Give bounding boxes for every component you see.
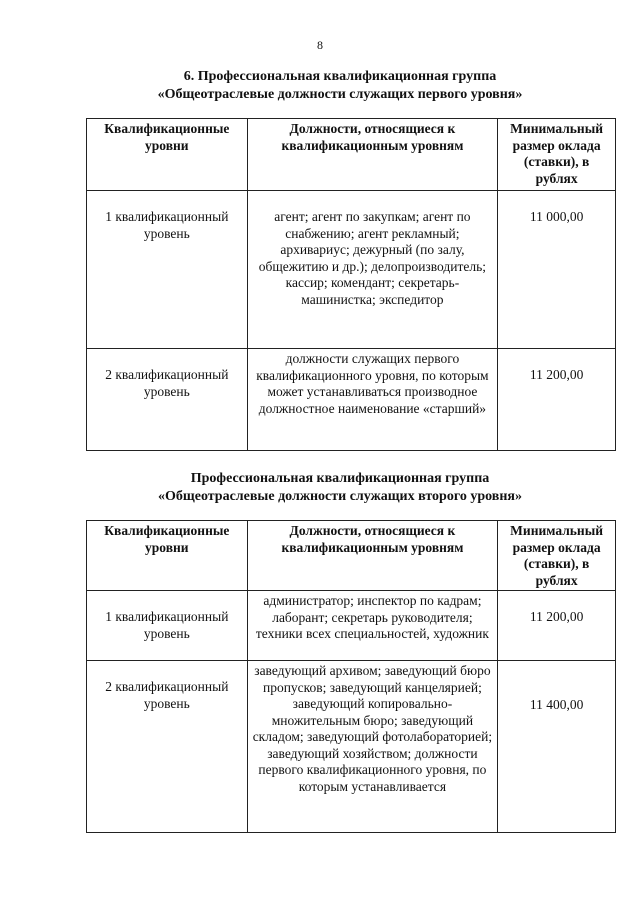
row-salary: 11 200,00 (498, 591, 616, 661)
table-first-level (86, 118, 616, 451)
section1-title-line2: «Общеотраслевые должности служащих первого уровня» (157, 87, 523, 102)
row-positions: администратор; инспектор по кадрам; лаборант; секретарь руководителя; техники всех специальностей, художник (247, 591, 498, 661)
header-positions: Должности, относящиеся к квалификационным уровням (247, 119, 498, 191)
header-salary: Минимальный размер оклада (ставки), в рублях (498, 119, 616, 191)
page-number: 8 (317, 38, 323, 52)
table-header-row (87, 521, 616, 591)
row-salary: 11 000,00 (498, 191, 616, 349)
row-level: 1 квалификационный уровень (87, 591, 248, 661)
table-second-level (86, 520, 616, 833)
section1-title (0, 68, 640, 104)
table-row (87, 191, 616, 349)
row-salary: 11 200,00 (498, 349, 616, 451)
section2-title (0, 470, 640, 506)
section1-title-line1: 6. Профессиональная квалификационная группа (183, 69, 497, 84)
table-row (87, 349, 616, 451)
header-level: Квалификационные уровни (87, 119, 248, 191)
row-salary: 11 400,00 (498, 661, 616, 833)
table-header-row (87, 119, 616, 191)
row-positions: заведующий архивом; заведующий бюро пропусков; заведующий канцелярией; заведующий копировально-множительным бюро; заведующий складом; заведующий фотолабораторией; заведующий хозяйством; должности первого квалификационного уровня, по которым устанавливается (247, 661, 498, 833)
section2-title-line2: «Общеотраслевые должности служащих второго уровня» (158, 489, 522, 504)
row-level: 2 квалификационный уровень (87, 349, 248, 451)
row-level: 1 квалификационный уровень (87, 191, 248, 349)
header-level: Квалификационные уровни (87, 521, 248, 591)
header-salary: Минимальный размер оклада (ставки), в рублях (498, 521, 616, 591)
section2-title-line1: Профессиональная квалификационная группа (190, 471, 490, 486)
row-level: 2 квалификационный уровень (87, 661, 248, 833)
header-positions: Должности, относящиеся к квалификационным уровням (247, 521, 498, 591)
table-row (87, 591, 616, 661)
row-positions: агент; агент по закупкам; агент по снабжению; агент рекламный; архивариус; дежурный (по залу, общежитию и др.); делопроизводитель; кассир; комендант; секретарь-машинистка; экспедитор (247, 191, 498, 349)
table-row (87, 661, 616, 833)
row-positions: должности служащих первого квалификационного уровня, по которым может устанавливаться производное должностное наименование «старший» (247, 349, 498, 451)
